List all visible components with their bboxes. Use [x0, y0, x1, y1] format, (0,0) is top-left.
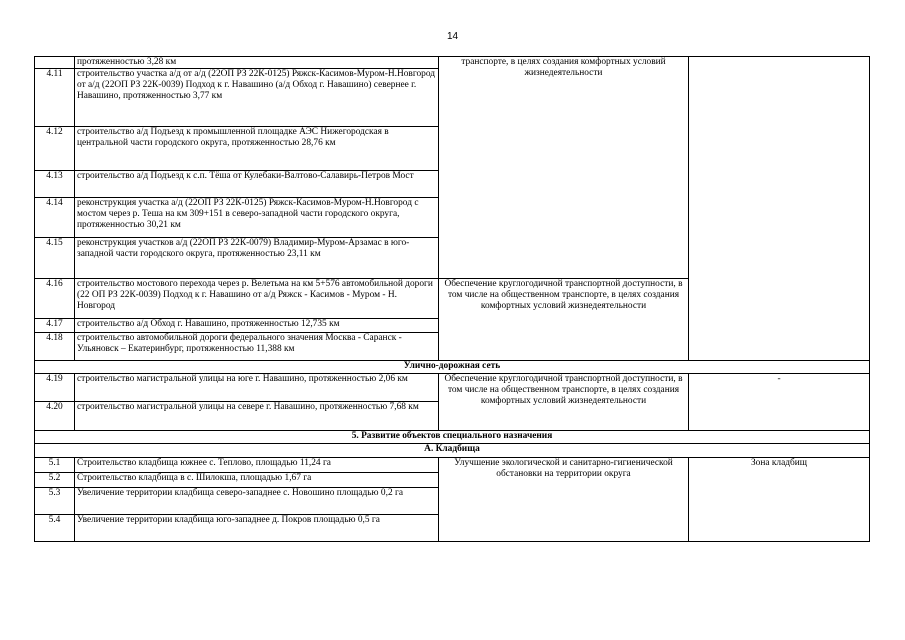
section-heading-row [35, 444, 870, 458]
row-text: строительство а/д Подъезд к промышленной площадке АЭС Нижегородская в центральной части городского округа, протяженностью 28,76 км [75, 127, 439, 171]
section-5-heading: 5. Развитие объектов специального назначения [35, 431, 870, 444]
row-text: Строительство кладбища южнее с. Теплово, площадью 11,24 га [75, 458, 439, 473]
section-heading-row [35, 431, 870, 444]
zone-cell: - [689, 374, 870, 431]
row-number: 4.12 [35, 127, 75, 171]
table-row [35, 57, 870, 69]
street-network-heading: Улично-дорожная сеть [35, 361, 870, 374]
row-number: 4.13 [35, 171, 75, 198]
row-number: 5.4 [35, 515, 75, 542]
row-number: 5.1 [35, 458, 75, 473]
page-number: 14 [446, 31, 459, 42]
row-number: 4.14 [35, 198, 75, 238]
planning-table [34, 56, 870, 542]
purpose-cell: Обеспечение круглогодичной транспортной доступности, в том числе на общественном транспорте, в целях создания комфортных условий жизнедеятельности [439, 279, 689, 361]
table-row [35, 374, 870, 402]
row-number: 4.16 [35, 279, 75, 319]
row-text: строительство мостового перехода через р. Велетьма на км 5+576 автомобильной дороги (22 ОП РЗ 22К-0039) Подход к г. Навашино от а/д Ряжск - Касимов - Муром - Н. Новгород [75, 279, 439, 319]
purpose-cell: транспорте, в целях создания комфортных условий жизнедеятельности [439, 57, 689, 279]
row-number: 4.19 [35, 374, 75, 402]
row-text: Увеличение территории кладбища юго-западнее д. Покров площадью 0,5 га [75, 515, 439, 542]
row-number [35, 57, 75, 69]
purpose-cell: Улучшение экологической и санитарно-гигиенической обстановки на территории округа [439, 458, 689, 542]
cemeteries-heading: А. Кладбища [35, 444, 870, 458]
row-text: строительство магистральной улицы на юге г. Навашино, протяженностью 2,06 км [75, 374, 439, 402]
section-heading-row [35, 361, 870, 374]
table-row [35, 458, 870, 473]
row-text: строительство автомобильной дороги федерального значения Москва - Саранск - Ульяновск – Екатеринбург, протяженностью 11,388 км [75, 333, 439, 361]
zone-cell: Зона кладбищ [689, 458, 870, 542]
zone-cell-empty [689, 57, 870, 361]
row-text: реконструкция участка а/д (22ОП РЗ 22К-0125) Ряжск-Касимов-Муром-Н.Новгород с мостом через р. Теша на км 309+151 в северо-западной части городского округа, протяженностью 30,21 км [75, 198, 439, 238]
row-number: 5.2 [35, 473, 75, 488]
row-number: 4.18 [35, 333, 75, 361]
row-text: строительство а/д Обход г. Навашино, протяженностью 12,735 км [75, 319, 439, 333]
row-text: строительство магистральной улицы на севере г. Навашино, протяженностью 7,68 км [75, 402, 439, 431]
row-text: реконструкция участков а/д (22ОП РЗ 22К-0079) Владимир-Муром-Арзамас в юго-западной части городского округа, протяженностью 23,11 км [75, 238, 439, 279]
row-number: 4.15 [35, 238, 75, 279]
row-text: строительство а/д Подъезд к с.п. Тёша от Кулебаки-Валтово-Салавирь-Петров Мост [75, 171, 439, 198]
row-number: 5.3 [35, 488, 75, 515]
row-text: Увеличение территории кладбища северо-западнее с. Новошино площадью 0,2 га [75, 488, 439, 515]
row-number: 4.20 [35, 402, 75, 431]
row-text: Строительство кладбища в с. Шилокша, площадью 1,67 га [75, 473, 439, 488]
row-text: протяженностью 3,28 км [75, 57, 439, 69]
row-number: 4.17 [35, 319, 75, 333]
row-number: 4.11 [35, 69, 75, 127]
purpose-cell: Обеспечение круглогодичной транспортной доступности, в том числе на общественном транспорте, в целях создания комфортных условий жизнедеятельности [439, 374, 689, 431]
row-text: строительство участка а/д от а/д (22ОП РЗ 22К-0125) Ряжск-Касимов-Муром-Н.Новгород от а/д (22ОП РЗ 22К-0039) Подход к г. Навашино (а/д Обход г. Навашино) севернее г. Навашино, протяженностью 3,77 км [75, 69, 439, 127]
